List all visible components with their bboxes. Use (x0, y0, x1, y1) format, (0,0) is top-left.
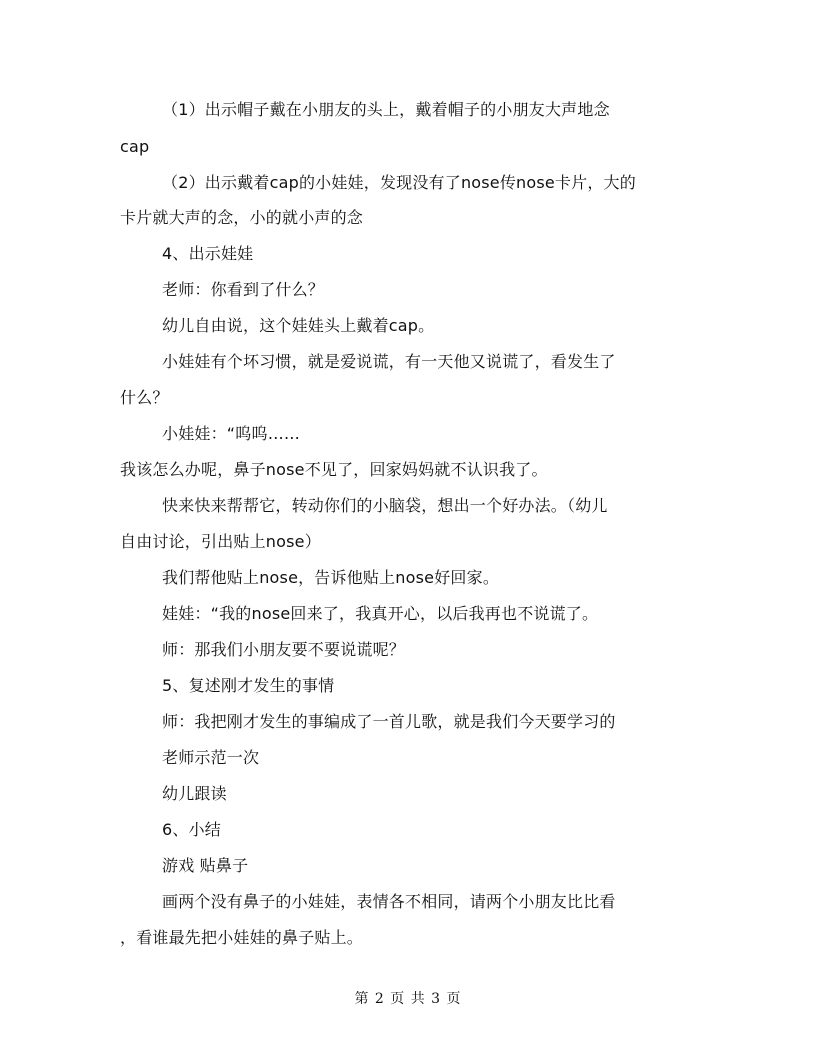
paragraph-line: 娃娃：“我的nose回来了，我真开心，以后我再也不说谎了。 (162, 604, 599, 623)
paragraph-line: 老师：你看到了什么？ (162, 280, 325, 299)
paragraph-line: 5、复述刚才发生的事情 (162, 676, 335, 695)
paragraph-line: cap (120, 137, 150, 156)
paragraph-line: ，看谁最先把小娃娃的鼻子贴上。 (120, 928, 364, 947)
paragraph-line: 自由讨论，引出贴上nose） (120, 532, 321, 551)
paragraph-line: （2）出示戴着cap的小娃娃，发现没有了nose传nose卡片，大的 (162, 173, 636, 192)
paragraph-line: 师：那我们小朋友要不要说谎呢？ (162, 640, 406, 659)
paragraph-line: 游戏 贴鼻子 (162, 856, 249, 875)
paragraph-line: 小娃娃有个坏习惯，就是爱说谎，有一天他又说谎了，看发生了 (162, 352, 616, 371)
paragraph-line: 6、小结 (162, 820, 221, 839)
paragraph-line: 幼儿自由说，这个娃娃头上戴着cap。 (162, 316, 435, 335)
page-number-footer: 第 2 页 共 3 页 (354, 991, 462, 1007)
paragraph-line: 快来快来帮帮它，转动你们的小脑袋，想出一个好办法。（幼儿 (162, 496, 608, 515)
paragraph-line: 卡片就大声的念，小的就小声的念 (120, 208, 364, 227)
paragraph-line: 幼儿跟读 (162, 784, 227, 803)
paragraph-line: 4、出示娃娃 (162, 244, 254, 263)
paragraph-line: 我该怎么办呢，鼻子nose不见了，回家妈妈就不认识我了。 (120, 460, 548, 479)
paragraph-line: 老师示范一次 (162, 748, 260, 767)
paragraph-line: （1）出示帽子戴在小朋友的头上，戴着帽子的小朋友大声地念 (162, 100, 610, 119)
paragraph-line: 画两个没有鼻子的小娃娃，表情各不相同，请两个小朋友比比看 (162, 892, 616, 911)
paragraph-line: 师：我把刚才发生的事编成了一首儿歌，就是我们今天要学习的 (162, 712, 616, 731)
paragraph-line: 我们帮他贴上nose，告诉他贴上nose好回家。 (162, 568, 500, 587)
paragraph-line: 什么？ (120, 388, 169, 407)
paragraph-line: 小娃娃：“呜呜…… (162, 424, 301, 443)
